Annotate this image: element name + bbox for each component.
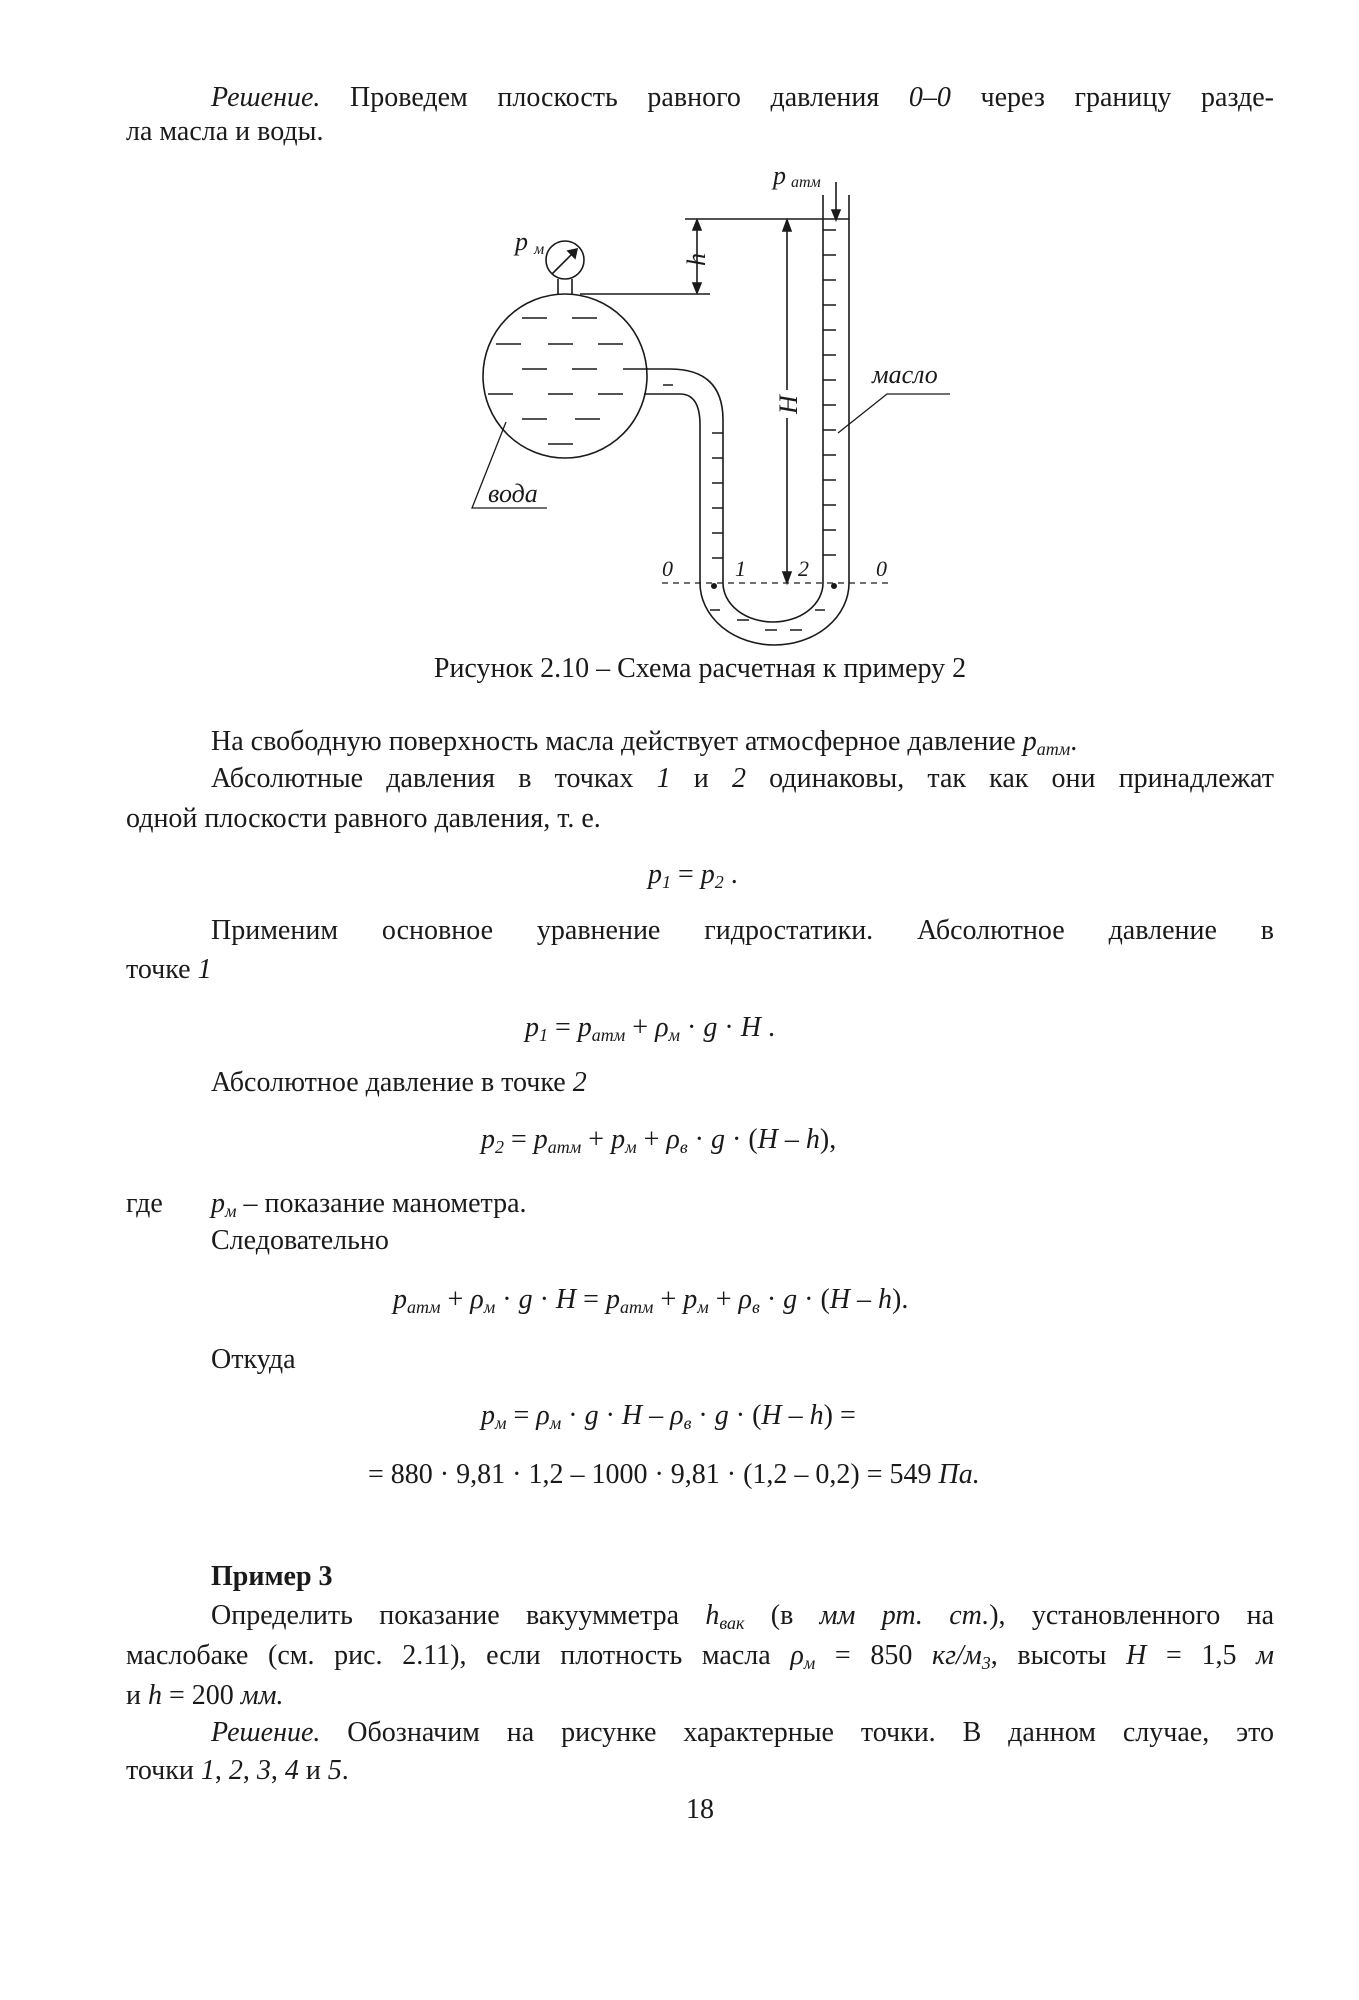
text-run: ), установленного на: [989, 1600, 1275, 1631]
text-run: +: [636, 1124, 667, 1155]
subscript: м: [549, 1413, 562, 1433]
text-run: ρ: [655, 1012, 669, 1043]
subscript: атм: [1036, 739, 1071, 759]
label-H: H: [774, 395, 803, 414]
equation-pm: [481, 1402, 856, 1432]
intro-line-1: [126, 84, 1274, 112]
text-run: · (: [725, 1124, 758, 1155]
text-run: =: [576, 1284, 606, 1315]
text-run: ·: [598, 1400, 622, 1431]
text-run: На свободную поверхность масла действует атмосферное давление: [211, 726, 1023, 757]
subscript: 3: [981, 1653, 991, 1673]
text-run: +: [708, 1284, 739, 1315]
text-run: = 1,5: [1146, 1640, 1257, 1671]
text-run: H: [1126, 1640, 1147, 1671]
label-h: h: [682, 253, 711, 266]
para3: [211, 1069, 587, 1097]
label-patm: p: [773, 161, 786, 190]
subscript: м: [495, 1413, 507, 1433]
equation-p2: [481, 1126, 836, 1156]
subscript: м: [483, 1297, 496, 1317]
text-run: , высоты: [990, 1640, 1127, 1671]
text-run: H: [829, 1284, 851, 1315]
text-run: H: [761, 1400, 782, 1431]
text-run: и: [126, 1680, 148, 1711]
where-word: где: [126, 1188, 163, 1219]
point-1-dot: [711, 583, 717, 589]
text-run: 0–0: [908, 82, 951, 113]
text-run: ,: [270, 1755, 285, 1786]
text-run: ла масла и воды.: [126, 116, 324, 147]
subscript: м: [225, 1201, 237, 1221]
text-run: Решение.: [211, 1717, 321, 1748]
text-run: мм.: [240, 1680, 284, 1711]
subscript: м: [668, 1025, 681, 1045]
text-run: · (: [728, 1400, 762, 1431]
text-run: ·: [759, 1284, 784, 1315]
text-run: p: [648, 859, 662, 890]
text-run: Применим основное уравнение гидростатики. Абсолютное давление в: [211, 915, 1274, 946]
text-run: g: [711, 1124, 725, 1155]
example-line-2: [126, 1642, 1274, 1672]
subscript: атм: [407, 1297, 441, 1317]
subscript: 1: [539, 1025, 548, 1045]
text-run: p: [683, 1284, 698, 1315]
text-run: ·: [561, 1400, 585, 1431]
text-run: h: [147, 1680, 162, 1711]
text-run: точки: [126, 1755, 201, 1786]
text-run: .: [723, 859, 738, 890]
text-run: = 880 · 9,81 · 1,2 – 1000 · 9,81 · (1,2 – 0,2) = 549: [368, 1459, 939, 1490]
text-run: одинаковы, так как они принадлежат: [745, 763, 1275, 794]
example-line-3: [126, 1682, 284, 1710]
text-run: .: [1070, 726, 1078, 757]
label-pm-sub: м: [534, 241, 545, 258]
text-run: (в: [744, 1600, 820, 1631]
text-run: p: [611, 1124, 626, 1155]
label-point-1: 1: [735, 556, 746, 581]
text-run: p: [605, 1284, 620, 1315]
text-run: g: [584, 1400, 599, 1431]
equation-balance: [393, 1286, 908, 1316]
text-run: p: [700, 859, 715, 890]
right-tube: [823, 195, 849, 583]
text-run: ,: [214, 1755, 229, 1786]
text-run: м: [1256, 1640, 1275, 1671]
point-2-dot: [831, 583, 837, 589]
water-tank: [483, 294, 647, 458]
text-run: маслобаке (см. рис. 2.11), если плотность масла: [126, 1640, 791, 1671]
text-run: 1: [656, 763, 671, 794]
text-run: 1: [197, 954, 212, 985]
text-run: g: [783, 1284, 798, 1315]
label-zero-left: 0: [662, 556, 673, 581]
text-run: p: [481, 1124, 495, 1155]
para2-line-1: [126, 917, 1274, 945]
subscript: 2: [714, 872, 724, 892]
example-title: Пример 3: [211, 1561, 333, 1592]
where-definition: [211, 1190, 527, 1220]
pipe-inner: [644, 394, 700, 583]
subscript: 2: [495, 1137, 504, 1157]
text-run: 5: [327, 1755, 342, 1786]
text-run: = 200: [161, 1680, 241, 1711]
text-run: H: [621, 1400, 643, 1431]
text-run: p: [211, 1188, 225, 1219]
text-run: H: [555, 1284, 577, 1315]
subscript: в: [683, 1413, 692, 1433]
page-number: 18: [686, 1794, 714, 1825]
text-run: ·: [687, 1124, 711, 1155]
para1-line-1: [211, 728, 1077, 758]
text-run: ) =: [823, 1400, 856, 1431]
text-run: p: [525, 1012, 539, 1043]
text-run: =: [671, 859, 701, 890]
text-run: ·: [680, 1012, 704, 1043]
text-run: h: [809, 1400, 824, 1431]
text-run: ).: [892, 1284, 909, 1315]
text-run: H: [740, 1012, 761, 1043]
text-run: ρ: [536, 1400, 550, 1431]
text-run: Обозначим на рисунке характерные точки. В данном случае, это: [320, 1717, 1274, 1748]
text-run: ,: [242, 1755, 257, 1786]
text-run: и: [298, 1755, 328, 1786]
subscript: в: [679, 1137, 688, 1157]
text-run: –: [777, 1124, 806, 1155]
subscript: в: [751, 1297, 760, 1317]
text-run: 3: [256, 1755, 271, 1786]
text-run: кг/м: [932, 1640, 982, 1671]
text-run: ·: [532, 1284, 556, 1315]
text-run: +: [581, 1124, 612, 1155]
text-run: +: [625, 1012, 656, 1043]
subscript: атм: [547, 1137, 582, 1157]
text-run: Определить показание вакуумметра: [211, 1600, 706, 1631]
example-line-5: [126, 1757, 349, 1785]
text-run: Проведем плоскость равного давления: [320, 82, 909, 113]
text-run: ρ: [670, 1400, 684, 1431]
para1-line-3: [126, 805, 601, 833]
text-run: Абсолютные давления в точках: [211, 763, 657, 794]
pressure-gauge-icon: [546, 241, 584, 294]
text-run: Па.: [938, 1459, 980, 1490]
text-run: H: [757, 1124, 778, 1155]
intro-line-2: [126, 118, 323, 146]
label-oil: масло: [872, 360, 938, 389]
text-run: p: [1022, 726, 1037, 757]
subscript: м: [625, 1137, 637, 1157]
hence-text: Следовательно: [211, 1225, 389, 1256]
text-run: h: [805, 1124, 820, 1155]
text-run: p: [393, 1284, 407, 1315]
equation-p1: [525, 1014, 775, 1044]
text-run: 4: [284, 1755, 299, 1786]
text-run: и: [670, 763, 732, 794]
text-run: ·: [717, 1012, 741, 1043]
u-bend-inner: [723, 583, 823, 622]
text-run: +: [440, 1284, 471, 1315]
text-run: –: [642, 1400, 671, 1431]
text-run: ρ: [738, 1284, 752, 1315]
text-run: +: [653, 1284, 684, 1315]
text-run: ρ: [666, 1124, 680, 1155]
subscript: вак: [719, 1613, 745, 1633]
text-run: h: [705, 1600, 720, 1631]
text-run: ·: [691, 1400, 715, 1431]
text-run: p: [481, 1400, 495, 1431]
text-run: · (: [797, 1284, 830, 1315]
text-run: ρ: [790, 1640, 804, 1671]
text-run: =: [506, 1400, 537, 1431]
subscript: 1: [662, 872, 671, 892]
text-run: p: [533, 1124, 548, 1155]
text-run: g: [714, 1400, 729, 1431]
equation-pm-result: [368, 1461, 980, 1489]
label-zero-right: 0: [876, 556, 887, 581]
water-dashes: [488, 318, 648, 444]
subscript: м: [803, 1653, 816, 1673]
text-run: ),: [819, 1124, 837, 1155]
text-run: одной плоскости равного давления, т. е.: [126, 803, 601, 834]
text-run: 2: [572, 1067, 587, 1098]
text-run: 2: [228, 1755, 243, 1786]
text-run: g: [703, 1012, 718, 1043]
text-run: –: [850, 1284, 879, 1315]
subscript: м: [697, 1297, 709, 1317]
text-run: точке: [126, 954, 198, 985]
pipe-outer: [647, 369, 723, 583]
text-run: =: [548, 1012, 578, 1043]
example-line-4: [126, 1719, 1274, 1747]
text-run: = 850: [815, 1640, 933, 1671]
text-run: через границу разде-: [950, 82, 1274, 113]
text-run: .: [341, 1755, 349, 1786]
whence-text: Откуда: [211, 1344, 296, 1375]
text-run: –: [781, 1400, 810, 1431]
text-run: Решение.: [211, 82, 321, 113]
para1-line-2: [126, 765, 1274, 793]
text-run: ρ: [470, 1284, 484, 1315]
label-pm: p: [515, 227, 528, 256]
label-point-2: 2: [798, 556, 809, 581]
equation-p1-p2: [648, 861, 738, 891]
text-run: h: [878, 1284, 893, 1315]
u-bend-outer: [700, 583, 849, 645]
text-run: .: [760, 1012, 775, 1043]
figure-caption: Рисунок 2.10 – Схема расчетная к примеру 2: [433, 653, 967, 684]
text-run: ·: [495, 1284, 519, 1315]
label-patm-sub: атм: [791, 174, 821, 191]
text-run: p: [577, 1012, 592, 1043]
text-run: мм рт. ст.: [819, 1600, 990, 1631]
example-line-1: [126, 1602, 1274, 1632]
subscript: атм: [619, 1297, 654, 1317]
text-run: – показание манометра.: [236, 1188, 527, 1219]
text-run: =: [504, 1124, 534, 1155]
subscript: атм: [591, 1025, 626, 1045]
text-run: Абсолютное давление в точке: [211, 1067, 573, 1098]
oil-ticks: [663, 230, 836, 630]
label-water: вода: [488, 479, 538, 508]
text-run: 1: [200, 1755, 215, 1786]
manometer-diagram: [440, 150, 960, 660]
text-run: 2: [731, 763, 746, 794]
para2-line-2: [126, 956, 212, 984]
text-run: g: [518, 1284, 533, 1315]
